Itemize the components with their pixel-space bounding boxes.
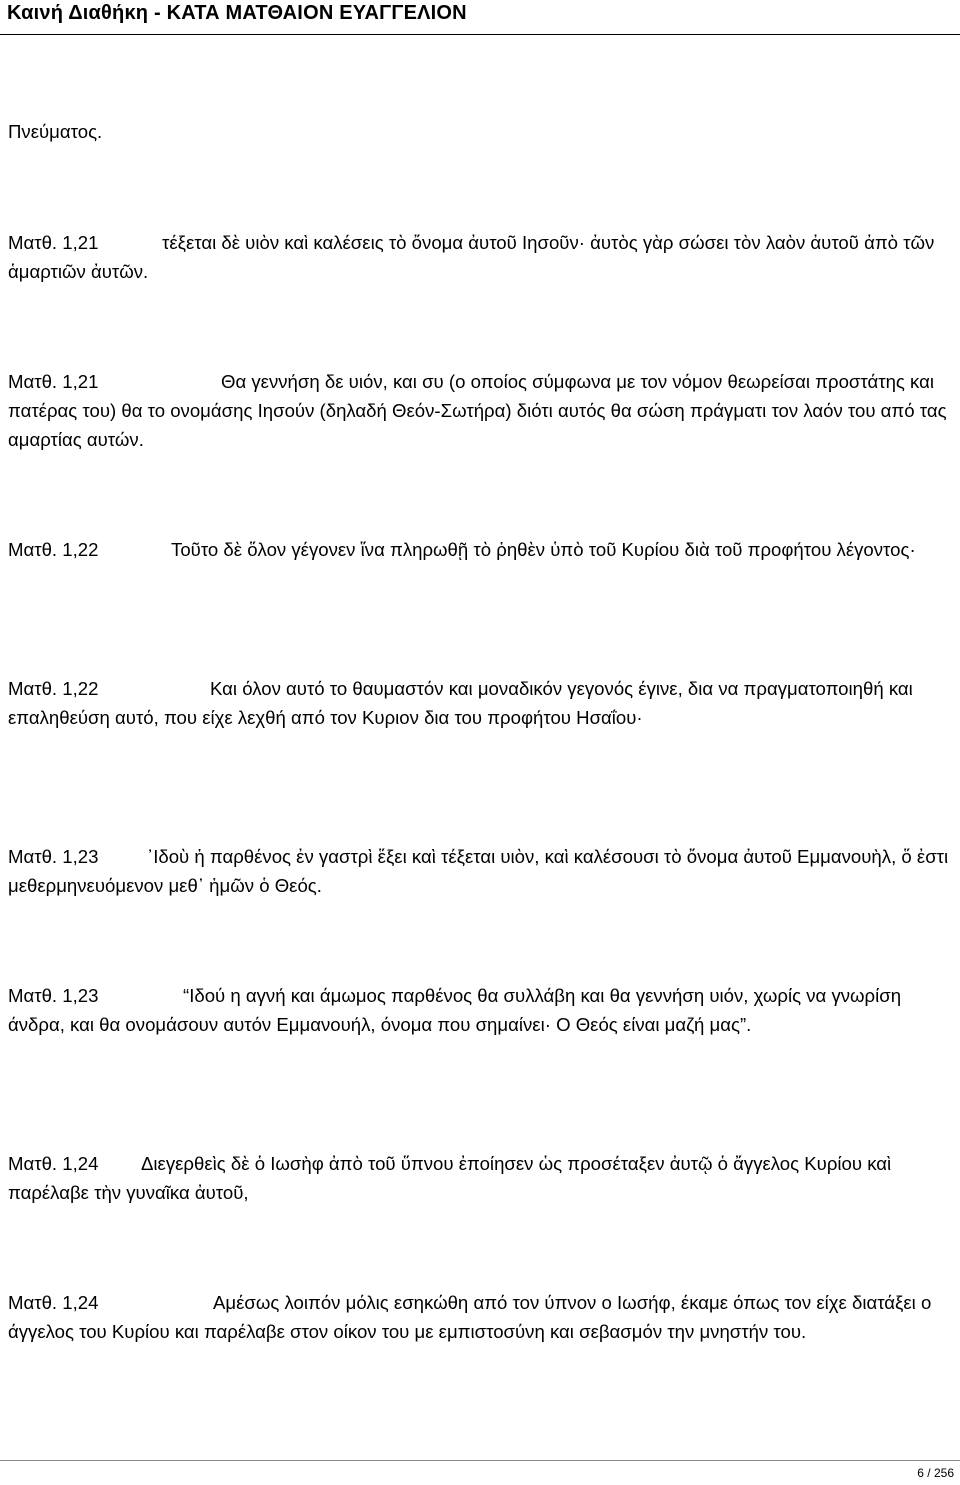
verse-paragraph: [8, 367, 953, 454]
verse-text: Διεγερθεὶς δὲ ὁ Ιωσὴφ ἀπὸ τοῦ ὕπνου ἐποίησεν ὡς προσέταξεν ἀυτῷ ὁ ἄγγελος Κυρίου καὶ παρέλαβε τὴν γυναῖκα ἀυτοῦ,: [8, 1153, 892, 1203]
verse-reference: Ματθ. 1,23: [8, 985, 99, 1006]
verse-text: Τοῦτο δὲ ὅλον γέγονεν ἵνα πληρωθῇ τὸ ῥηθὲν ὑπὸ τοῦ Κυρίου διὰ τοῦ προφήτου λέγοντος·: [171, 539, 916, 560]
header-divider: [0, 34, 960, 35]
verse-paragraph: [8, 1149, 953, 1207]
footer-divider: [0, 1460, 960, 1461]
verse-text: Πνεύματος.: [8, 121, 103, 142]
verse-reference: Ματθ. 1,23: [8, 846, 99, 867]
verse-text: “Ιδού η αγνή και άμωμος παρθένος θα συλλάβη και θα γεννήση υιόν, χωρίς να γνωρίση άνδρα, και θα ονομάσουν αυτόν Εμμανουήλ, όνομα που σημαίνει· Ο Θεός είναι μαζή μας”.: [8, 985, 902, 1035]
verse-paragraph: [8, 228, 953, 286]
verse-reference: Ματθ. 1,22: [8, 678, 99, 699]
verse-paragraph: [8, 842, 953, 900]
page-number: 6 / 256: [917, 1466, 954, 1480]
verse-reference: Ματθ. 1,24: [8, 1292, 99, 1313]
verse-text: Και όλον αυτό το θαυμαστόν και μοναδικόν γεγονός έγινε, δια να πραγματοποιηθή και επαληθεύση αυτό, που είχε λεχθή από τον Κυριον δια του προφήτου Ησαΐου·: [8, 678, 913, 728]
verse-text: Αμέσως λοιπόν μόλις εσηκώθη από τον ύπνον ο Ιωσήφ, έκαμε όπως τον είχε διατάξει ο άγγελος του Κυρίου και παρέλαβε στον οίκον του με εμπιστοσύνη και σεβασμόν την μνηστήν του.: [8, 1292, 932, 1342]
verse-reference: Ματθ. 1,24: [8, 1153, 99, 1174]
verse-reference: Ματθ. 1,21: [8, 232, 99, 253]
verse-paragraph: [8, 117, 953, 146]
verse-paragraph: [8, 981, 953, 1039]
verse-text: ᾿Ιδοὺ ἡ παρθένος ἐν γαστρὶ ἕξει καὶ τέξεται υιὸν, καὶ καλέσουσι τὸ ὄνομα ἀυτοῦ Εμμανουὴλ, ὅ ἐστι μεθερμηνευόμενον μεθ᾿ ἡμῶν ὁ Θεός.: [8, 846, 949, 896]
verse-paragraph: [8, 535, 953, 564]
verse-reference: Ματθ. 1,21: [8, 371, 99, 392]
verse-paragraph: [8, 674, 953, 732]
verse-text: Θα γεννήση δε υιόν, και συ (ο οποίος σύμφωνα με τον νόμον θεωρείσαι προστάτης και πατέρας του) θα το ονομάσης Ιησούν (δηλαδή Θεόν-Σωτήρα) διότι αυτός θα σώση πράγματι τον λαόν του από τας αμαρτίας αυτών.: [8, 371, 947, 450]
document-title: Καινή Διαθήκη - ΚΑΤΑ ΜΑΤΘΑΙΟΝ ΕΥΑΓΓΕΛΙΟΝ: [7, 2, 467, 24]
verse-text: τέξεται δὲ υιὸν καὶ καλέσεις τὸ ὄνομα ἀυτοῦ Ιησοῦν· ἀυτὸς γὰρ σώσει τὸν λαὸν ἀυτοῦ ἀπὸ τῶν ἁμαρτιῶν ἀυτῶν.: [8, 232, 935, 282]
verse-paragraph: [8, 1288, 953, 1346]
verse-reference: Ματθ. 1,22: [8, 539, 99, 560]
